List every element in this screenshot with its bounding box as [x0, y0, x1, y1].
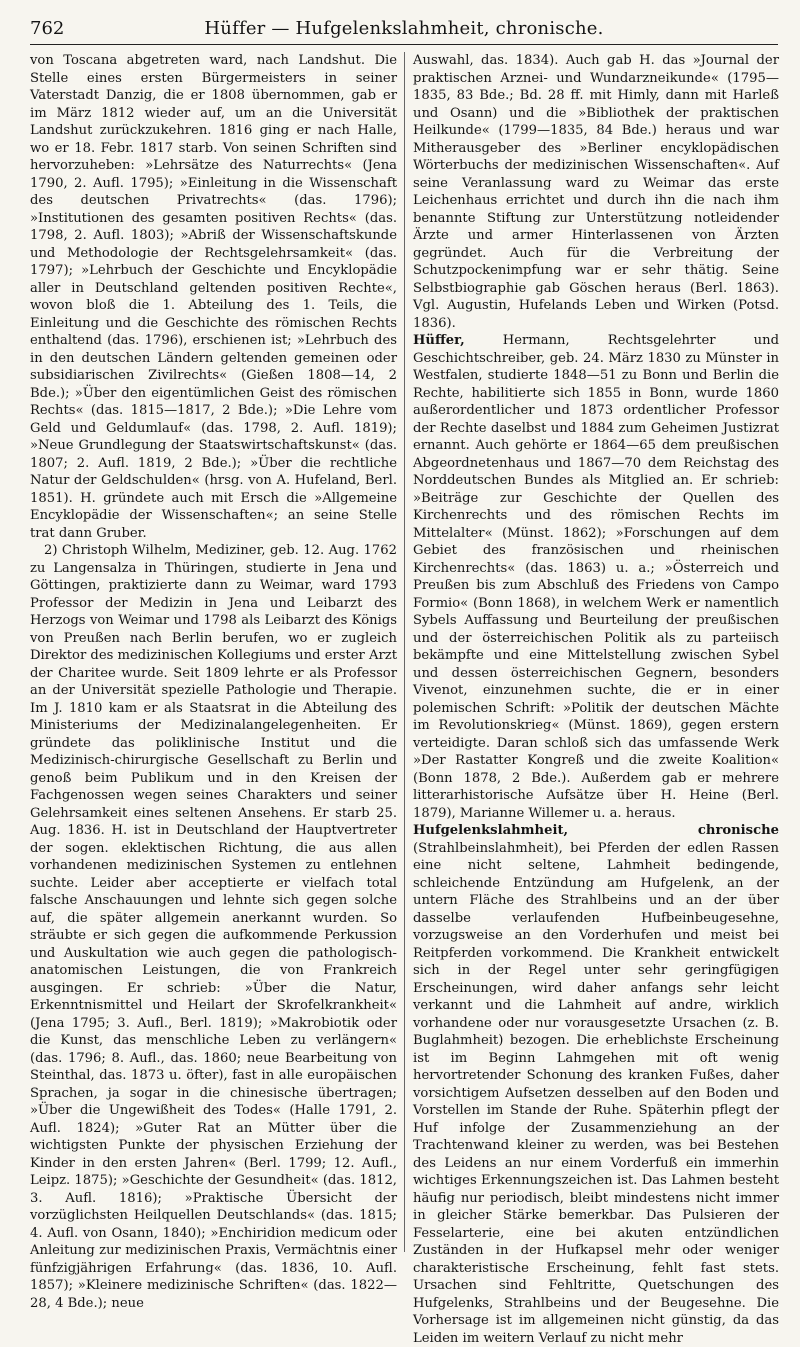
- hufeland-continuation: Auswahl, das. 1834). Auch gab H. das »Journal der praktischen Arznei- und Wundarzneikunde« (1795—1835, 83 Bde.; Bd. 28 ff. mit Himly, dann mit Harleß und Osann) und die »Bibliothek der praktischen Heilkunde« (1799—1835, 84 Bde.) heraus und war Mitherausgeber des »Berliner encyklopädischen Wörterbuchs der medizinischen Wissenschaften«. Auf seine Veranlassung ward zu Weimar das erste Leichenhaus errichtet und durch ihn die nach ihm benannte Stiftung zur Unterstützung notleidender Ärzte und armer Hinterlassenen von Ärzten gegründet. Auch für die Verbreitung der Schutzpockenimpfung war er sehr thätig. Seine Selbstbiographie gab Göschen heraus (Berl. 1863). Vgl. Augustin, Hufelands Leben und Wirken (Potsd. 1836).: [413, 53, 779, 331]
- left-column: [30, 52, 397, 1312]
- running-title: Hüffer — Hufgelenkslahmheit, chronische.: [204, 18, 604, 39]
- page-number: 762: [30, 18, 65, 39]
- hufeland-christoph-wilhelm-entry: 2) Christoph Wilhelm, Mediziner, geb. 12. Aug. 1762 zu Langensalza in Thüringen, studierte in Jena und Göttingen, praktizierte dann zu Weimar, ward 1793 Professor der Medizin in Jena und Leibarzt des Herzogs von Weimar und 1798 als Leibarzt des Königs von Preußen nach Berlin berufen, wo er zugleich Direktor des medizinischen Kollegiums und erster Arzt der Charitee wurde. Seit 1809 lehrte er als Professor an der Universität spezielle Pathologie und Therapie. Im J. 1810 kam er als Staatsrat in die Abteilung des Ministeriums der Medizinalangelegenheiten. Er gründete das poliklinische Institut und die Medizinisch-chirurgische Gesellschaft zu Berlin und genoß beim Publikum und in den Kreisen der Fachgenossen wegen seines Charakters und seiner Gelehrsamkeit eines seltenen Ansehens. Er starb 25. Aug. 1836. H. ist in Deutschland der Hauptvertreter der sogen. eklektischen Richtung, die aus allen vorhandenen medizinischen Systemen zu entlehnen suchte. Leider aber acceptierte er vielfach total falsche Anschauungen und lehnte sich gegen solche auf, die später allgemein anerkannt wurden. So sträubte er sich gegen die aufkommende Perkussion und Auskultation wie auch gegen die pathologisch-anatomischen Leistungen, die von Frankreich ausgingen. Er schrieb: »Über die Natur, Erkenntnismittel und Heilart der Skrofelkrankheit« (Jena 1795; 3. Aufl., Berl. 1819); »Makrobiotik oder die Kunst, das menschliche Leben zu verlängern« (das. 1796; 8. Aufl., das. 1860; neue Bearbeitung von Steinthal, das. 1873 u. öfter), fast in alle europäischen Sprachen, ja sogar in die chinesische übertragen; »Über die Ungewißheit des Todes« (Halle 1791, 2. Aufl. 1824); »Guter Rat an Mütter über die wichtigsten Punkte der physischen Erziehung der Kinder in den ersten Jahren« (Berl. 1799; 12. Aufl., Leipz. 1875); »Geschichte der Gesundheit« (das. 1812, 3. Aufl. 1816); »Praktische Übersicht der vorzüglichsten Heilquellen Deutschlands« (das. 1815; 4. Aufl. von Osann, 1840); »Enchiridion medicum oder Anleitung zur medizinischen Praxis, Vermächtnis einer fünfzigjährigen Erfahrung« (das. 1836, 10. Aufl. 1857); »Kleinere medizinische Schriften« (das. 1822—28, 4 Bde.); neue: [30, 543, 397, 1311]
- hufeland-gottlieb-continuation: von Toscana abgetreten ward, nach Landshut. Die Stelle eines ersten Bürgermeisters in seiner Vaterstadt Danzig, die er 1808 übernommen, gab er im März 1812 wieder auf, um an die Universität Landshut zurückzukehren. 1816 ging er nach Halle, wo er 18. Febr. 1817 starb. Von seinen Schriften sind hervorzuheben: »Lehrsätze des Naturrechts« (Jena 1790, 2. Aufl. 1795); »Einleitung in die Wissenschaft des deutschen Privatrechts« (das. 1796); »Institutionen des gesamten positiven Rechts« (das. 1798, 2. Aufl. 1803); »Abriß der Wissenschaftskunde und Methodologie der Rechtsgelehrsamkeit« (das. 1797); »Lehrbuch der Geschichte und Encyklopädie aller in Deutschland geltenden positiven Rechte«, wovon bloß die 1. Abteilung des 1. Teils, die Einleitung und die Geschichte des römischen Rechts enthaltend (das. 1796), erschienen ist; »Lehrbuch des in den deutschen Ländern geltenden gemeinen oder subsidiarischen Zivilrechts« (Gießen 1808—14, 2 Bde.); »Über den eigentümlichen Geist des römischen Rechts« (das. 1815—1817, 2 Bde.); »Die Lehre vom Geld und Geldumlauf« (das. 1798, 2. Aufl. 1819); »Neue Grundlegung der Staatswirtschaftskunst« (das. 1807; 2. Aufl. 1819, 2 Bde.); »Über die rechtliche Natur der Geldschulden« (hrsg. von A. Hufeland, Berl. 1851). H. gründete auch mit Ersch die »Allgemeine Encyklopädie der Wissenschaften«; an seine Stelle trat dann Gruber.: [30, 53, 397, 541]
- hueffer-headword: Hüffer,: [413, 333, 465, 348]
- hueffer-entry: [413, 332, 779, 822]
- right-column: [413, 52, 779, 1347]
- hufgelenkslahmheit-headword: Hufgelenkslahmheit, chronische: [413, 823, 779, 838]
- page-header: [30, 16, 778, 45]
- column-divider: [404, 52, 405, 1252]
- hufgelenkslahmheit-text: (Strahlbeinslahmheit), bei Pferden der edlen Rassen eine nicht seltene, Lahmheit bedingende, schleichende Entzündung am Hufgelenk, an der untern Fläche des Strahlbeins und an der über dasselbe verlaufenden Hufbeinbeugesehne, vorzugsweise an den Vorderhufen und meist bei Reitpferden vorkommend. Die Krankheit entwickelt sich in der Regel unter sehr geringfügigen Erscheinungen, wird daher anfangs sehr leicht verkannt und die Lahmheit auf andre, wirklich vorhandene oder nur vorausgesetzte Ursachen (z. B. Buglahmheit) bezogen. Die erheblichste Erscheinung ist im Beginn Lahmgehen mit oft wenig hervortretender Schonung des kranken Fußes, daher vorsichtigem Aufsetzen desselben auf den Boden und Vorstellen im Stande der Ruhe. Späterhin pflegt der Huf infolge der Zusammenziehung an der Trachtenwand kleiner zu werden, was bei Bestehen des Leidens an nur einem Vorderfuß ein immerhin wichtiges Erkennungszeichen ist. Das Lahmen besteht häufig nur periodisch, bleibt mindestens nicht immer in gleicher Stärke bemerkbar. Das Pulsieren der Fesselarterie, eine bei akuten entzündlichen Zuständen in der Hufkapsel mehr oder weniger charakteristische Erscheinung, fehlt fast stets. Ursachen sind Fehltritte, Quetschungen des Hufgelenks, Strahlbeins und der Beugesehne. Die Vorhersage ist im allgemeinen nicht günstig, da das Leiden im weitern Verlauf zu nicht mehr: [413, 840, 779, 1346]
- hueffer-text: Hermann, Rechtsgelehrter und Geschichtschreiber, geb. 24. März 1830 zu Münster in Westfalen, studierte 1848—51 zu Bonn und Berlin die Rechte, habilitierte sich 1855 in Bonn, wurde 1860 außerordentlicher und 1873 ordentlicher Professor der Rechte daselbst und 1884 zum Geheimen Justizrat ernannt. Auch gehörte er 1864—65 dem preußischen Abgeordnetenhaus und 1867—70 dem Reichstag des Norddeutschen Bundes als Mitglied an. Er schrieb: »Beiträge zur Geschichte der Quellen des Kirchenrechts und des römischen Rechts im Mittelalter« (Münst. 1862); »Forschungen auf dem Gebiet des französischen und rheinischen Kirchenrechts« (das. 1863) u. a.; »Österreich und Preußen bis zum Abschluß des Friedens von Campo Formio« (Bonn 1868), in welchem Werk er namentlich Sybels Auffassung und Beurteilung der preußischen und der österreichischen Politik als zu parteiisch bekämpfte und eine Mittelstellung zwischen Sybel und dessen österreichischen Gegnern, besonders Vivenot, einzunehmen suchte, die er in einer polemischen Schrift: »Politik der deutschen Mächte im Revolutionskrieg« (Münst. 1869), gegen erstern verteidigte. Daran schloß sich das umfassende Werk »Der Rastatter Kongreß und die zweite Koalition« (Bonn 1878, 2 Bde.). Außerdem gab er mehrere litterarhistorische Aufsätze über H. Heine (Berl. 1879), Marianne Willemer u. a. heraus.: [413, 333, 779, 821]
- hufgelenkslahmheit-entry: [413, 822, 779, 1347]
